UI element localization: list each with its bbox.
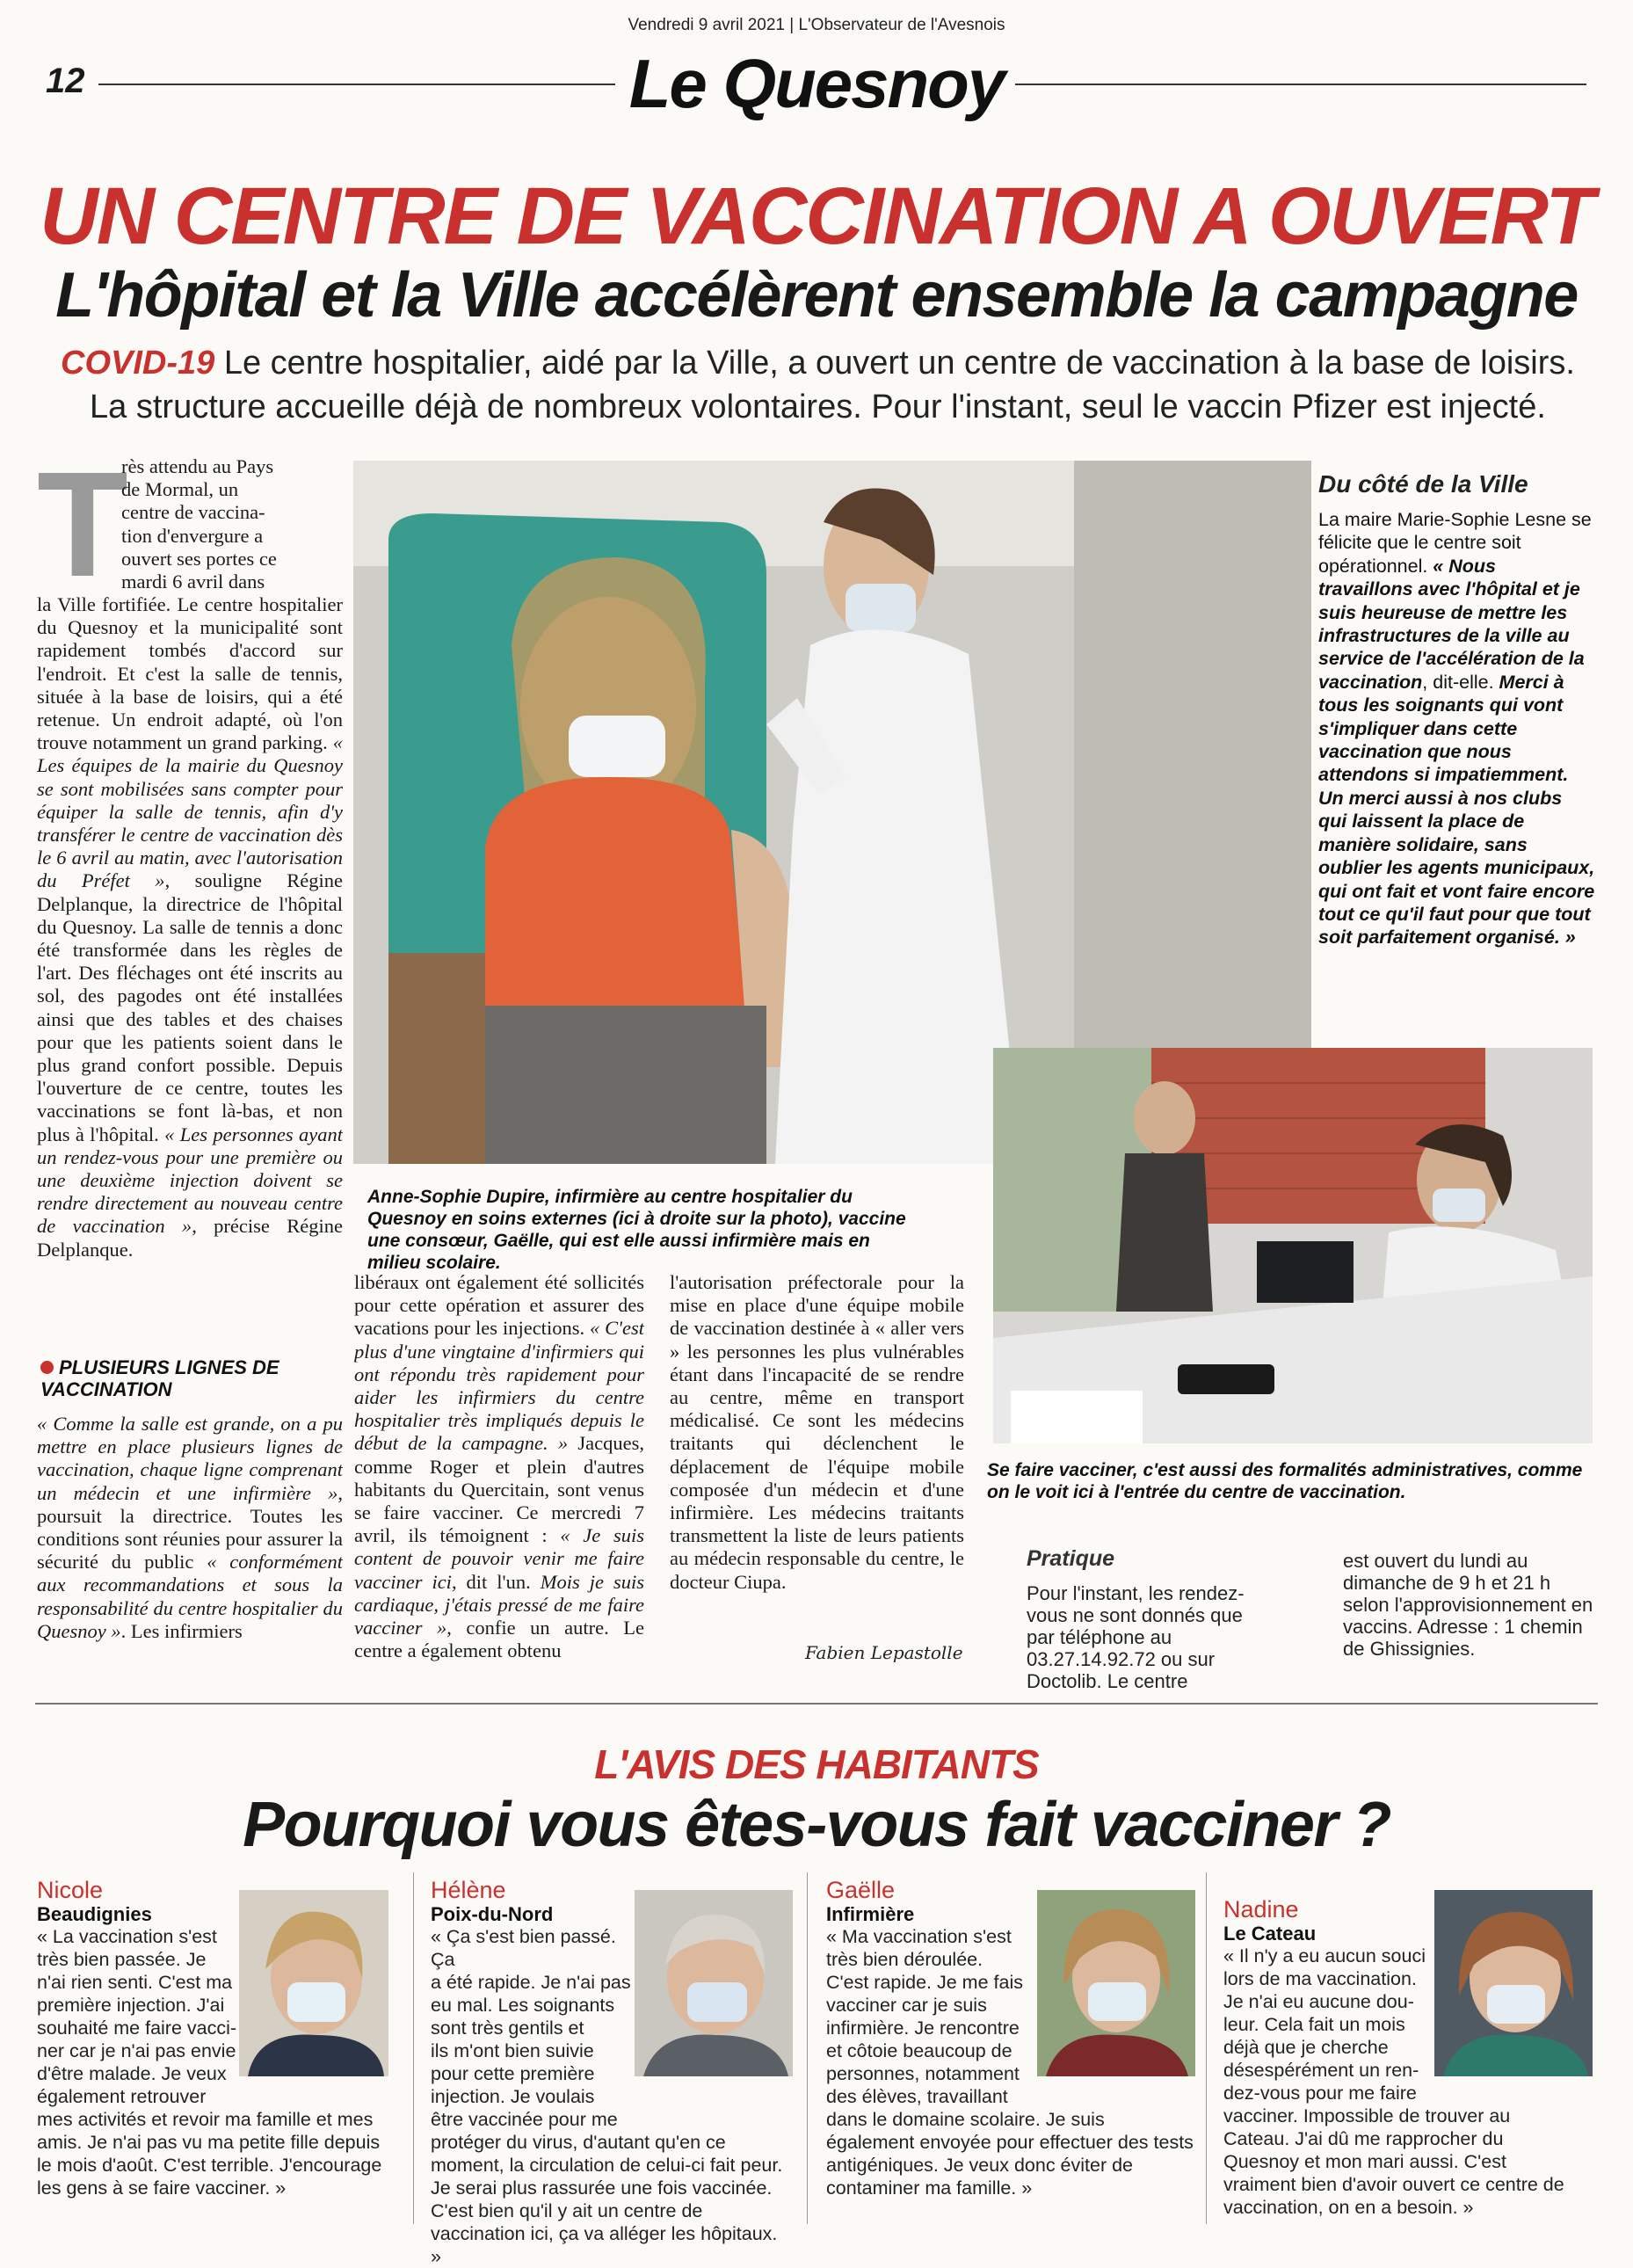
person-quote-rest: mes activités et revoir ma famille et mes amis. Je n'ai pas vu ma petite fille depuis le mois d'août. C'est terrible. J'encourage les gens à se faire vacciner. » bbox=[37, 2109, 382, 2199]
dropcap: T bbox=[37, 441, 128, 608]
person-name: Nicole bbox=[37, 1877, 104, 1903]
avis-title: L'AVIS DES HABITANTS bbox=[594, 1741, 1039, 1787]
paragraph: libéraux ont également été sollicités pour cette opération et assurer des vacations pour les injections. « C'est plus d'une vingtaine d'infirmiers qui ont répondu très rapidement pour aider les infirmiers du centre hospitalier très impliqués depuis le début de la campagne. » Jacques, comme Roger et plein d'autres habitants du Quercitain, sont venus se faire vacciner. Ce mercredi 7 avril, ils témoignent : « Je suis content de pouvoir venir me faire vacciner ici, dit l'un. Mois je suis cardiaque, j'étais pressé de me faire vacciner », confie un autre. Le centre a également obtenu bbox=[354, 1271, 644, 1662]
portrait-gaelle bbox=[1037, 1890, 1195, 2076]
kicker: COVID-19 bbox=[61, 345, 215, 382]
portrait-image bbox=[239, 1890, 388, 2076]
column-divider bbox=[807, 1872, 808, 2224]
portrait-nadine bbox=[1434, 1890, 1593, 2076]
person-quote-lines: « Ça s'est bien passé. Ça a été rapide. Je n'ai pas eu mal. Les soignants sont très gentils et ils m'ont bien suivie pour cette première injection. Je voulais être vaccinée pour me bbox=[431, 1926, 631, 2130]
masthead-rule-right bbox=[1015, 84, 1586, 85]
pratique-title: Pratique bbox=[1027, 1546, 1115, 1571]
person-quote-lines: « La vaccination s'est très bien passée. Je n'ai rien senti. C'est ma première injection. J'ai souhaité me faire vacci- ner car je n'ai pas envie d'être malade. Je veux également retrouver bbox=[37, 1926, 237, 2107]
lead-line: mardi 6 avril dans bbox=[121, 571, 265, 593]
lead-line: de Mormal, un bbox=[121, 478, 239, 501]
standfirst bbox=[51, 341, 1585, 429]
bullet-icon bbox=[40, 1361, 54, 1374]
photo-caption-main: Anne-Sophie Dupire, infirmière au centre hospitalier du Quesnoy en soins externes (ici à droite sur la photo), vaccine une consœur, Gaëlle, qui est elle aussi infirmière mais en milieu scolaire. bbox=[367, 1187, 906, 1273]
person-quote-rest: vacciner. Impossible de trouver au Cateau. J'ai dû me rapprocher du Quesnoy et mon mari aussi. C'est vraiment bien d'avoir ouvert ce centre de vaccination, on en a besoin. » bbox=[1223, 2105, 1564, 2218]
column-divider bbox=[1206, 1872, 1207, 2224]
portrait-image bbox=[635, 1890, 793, 2076]
date-line: Vendredi 9 avril 2021 | L'Observateur de l'Avesnois bbox=[628, 16, 1005, 34]
column-2-body bbox=[354, 1271, 644, 1671]
lead-line: ouvert ses portes ce bbox=[121, 547, 277, 570]
lead-line: centre de vaccina- bbox=[121, 501, 265, 524]
person-name: Hélène bbox=[431, 1877, 506, 1903]
person-place: Le Cateau bbox=[1223, 1923, 1317, 1945]
subhead: PLUSIEURS LIGNES DE VACCINATION bbox=[40, 1356, 279, 1400]
person-quote-lines: « Ma vaccination s'est très bien déroulée. C'est rapide. Je me fais vacciner car je suis infirmière. Je rencontre et côtoie beaucoup de personnes, notamment des élèves, travaillant bbox=[826, 1926, 1023, 2107]
person-quote-lines: « Il n'y a eu aucun souci lors de ma vaccination. Je n'ai eu aucune dou- leur. Cela fait un mois déjà que je cherche désespérément un ren- dez-vous pour me faire bbox=[1223, 1945, 1426, 2104]
headline: UN CENTRE DE VACCINATION A OUVERT bbox=[40, 171, 1593, 261]
lead-line: rès attendu au Pays bbox=[121, 455, 274, 477]
column-1-lead bbox=[121, 455, 341, 593]
column-divider bbox=[413, 1872, 414, 2224]
person-place: Poix-du-Nord bbox=[431, 1903, 554, 1925]
paragraph: « Comme la salle est grande, on a pu mettre en place plusieurs lignes de vaccination, chaque ligne comprenant un médecin et une infirmière », poursuit la directrice. Toutes les conditions sont réunies pour assurer la sécurité du public « conformément aux recommandations et sous la responsabilité du centre hospitalier du Quesnoy ». Les infirmiers bbox=[37, 1413, 343, 1642]
sidebar-title: Du côté de la Ville bbox=[1318, 470, 1528, 498]
sidebar-text: La maire Marie-Sophie Lesne se félicite que le centre soit opérationnel. « Nous travaillons avec l'hôpital et je suis heureuse de mettre les infrastructures de la ville au service de l'accélération de la vaccination, dit-elle. Merci à tous les soignants qui vont s'impliquer dans cette vaccination que nous attendons si impatiemment. Un merci aussi à nos clubs qui laissent la place de manière solidaire, sans oublier les agents municipaux, qui ont fait et vont faire encore tout ce qu'il faut pour que tout soit parfaitement organisé. » bbox=[1318, 509, 1595, 949]
person-name: Nadine bbox=[1223, 1896, 1299, 1923]
registration-photo-image bbox=[993, 1048, 1593, 1443]
standfirst-text: Le centre hospitalier, aidé par la Ville, a ouvert un centre de vaccination à la base de loisirs. La structure accueille déjà de nombreux volontaires. Pour l'instant, seul le vaccin Pfizer est injecté. bbox=[90, 345, 1575, 425]
portrait-image bbox=[1037, 1890, 1195, 2076]
portrait-image bbox=[1434, 1890, 1593, 2076]
section-title: Le Quesnoy bbox=[628, 45, 1005, 122]
paragraph: l'autorisation préfectorale pour la mise en place d'une équipe mobile de vaccination destinée à « aller vers » les personnes les plus vulnérables étant dans l'incapacité de se rendre au centre, même en transport médicalisé. Ce sont les médecins traitants qui déclenchent le déplacement de l'équipe mobile composée d'un médecin et d'une infirmière. Les médecins traitants transmettent la liste de leurs patients au médecin responsable du centre, le docteur Ciupa. bbox=[670, 1271, 964, 1593]
lead-line: tion d'envergure a bbox=[121, 524, 264, 547]
portrait-helene bbox=[635, 1890, 793, 2076]
second-photo bbox=[993, 1048, 1593, 1443]
column-3-body bbox=[670, 1271, 964, 1627]
signature: Fabien Lepastolle bbox=[805, 1642, 963, 1663]
portrait-nicole bbox=[239, 1890, 388, 2076]
person-place: Beaudignies bbox=[37, 1903, 152, 1925]
pratique-text-1: Pour l'instant, les rendez-vous ne sont donnés que par téléphone au 03.27.14.92.72 ou sur Doctolib. Le centre bbox=[1027, 1582, 1245, 1692]
person-quote-rest: protéger du virus, d'autant qu'en ce moment, la circulation de celui-ci fait peur. Je serai plus rassurée une fois vaccinée. C'est bien qu'il y ait un centre de vaccination ici, ça va alléger les hôpitaux. » bbox=[431, 2132, 783, 2267]
person-place: Infirmière bbox=[826, 1903, 915, 1925]
section-separator bbox=[35, 1703, 1598, 1705]
person-name: Gaëlle bbox=[826, 1877, 896, 1903]
column-1-body-2 bbox=[37, 1413, 343, 1659]
page-number: 12 bbox=[46, 62, 85, 100]
subheadline: L'hôpital et la Ville accélèrent ensemble la campagne bbox=[55, 260, 1578, 331]
column-1-body bbox=[37, 593, 343, 1341]
photo-caption-second: Se faire vacciner, c'est aussi des formalités administratives, comme on le voit ici à l'entrée du centre de vaccination. bbox=[987, 1460, 1583, 1502]
paragraph: la Ville fortifiée. Le centre hospitalier du Quesnoy et la municipalité sont rapidement tombés d'accord sur l'endroit. Et c'est la salle de tennis, située à la base de loisirs, qui a été retenue. Un endroit adapté, où l'on trouve notamment un grand parking. « Les équipes de la mairie du Quesnoy se sont mobilisées sans compter pour équiper la salle de tennis, afin d'y transférer le centre de vaccination dès le 6 avril au matin, avec l'autorisation du Préfet », souligne Régine Delplanque, la directrice de l'hôpital du Quesnoy. La salle de tennis a donc été transformée dans les règles de l'art. Des fléchages ont été inscrits au sol, des pagodes ont été installées ainsi que des tables et des chaises pour que les patients soient dans le plus grand confort possible. Depuis l'ouverture de ce centre, toutes les vaccinations se font là-bas, et non plus à l'hôpital. « Les personnes ayant un rendez-vous pour une première ou une deuxième injection doivent se rendre directement au nouveau centre de vaccination », précise Régine Delplanque. bbox=[37, 593, 343, 1261]
pratique-text-2: est ouvert du lundi au dimanche de 9 h et 21 h selon l'approvisionnement en vaccins. Adresse : 1 chemin de Ghissignies. bbox=[1343, 1550, 1593, 1660]
person-quote-rest: dans le domaine scolaire. Je suis également envoyée pour effectuer des tests antigéniques. Je veux donc éviter de contaminer ma famille. » bbox=[826, 2109, 1194, 2199]
avis-question: Pourquoi vous êtes-vous fait vacciner ? bbox=[243, 1790, 1390, 1860]
